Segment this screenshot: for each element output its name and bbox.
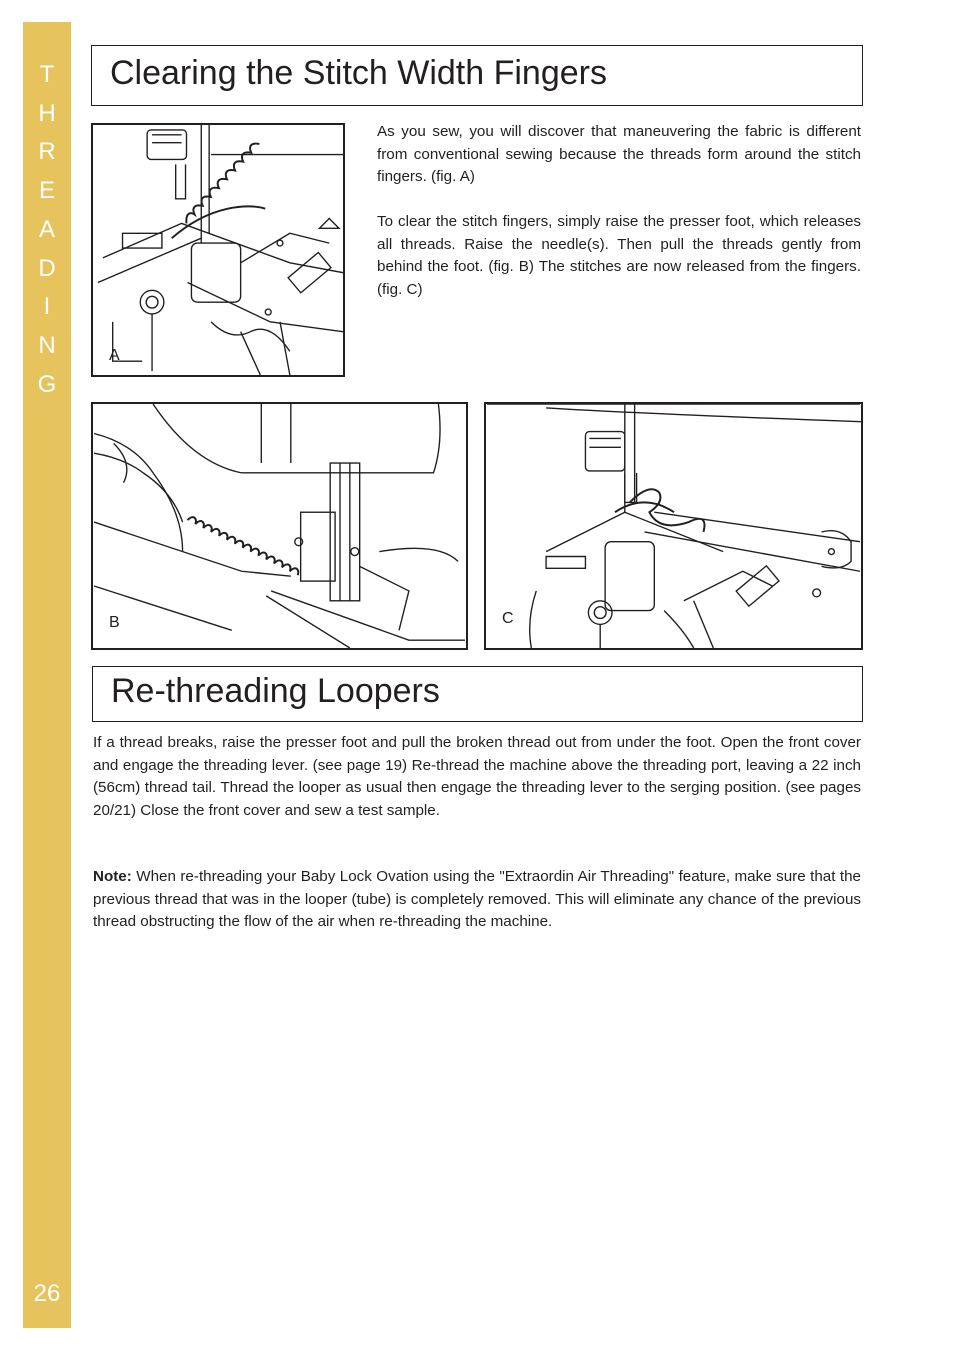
section-title: Re-threading Loopers <box>111 672 440 710</box>
figure-b-illustration <box>91 402 468 650</box>
paragraph-clear-stitch-fingers: To clear the stitch fingers, simply raise the presser foot, which releases all threads. Raise the needle(s). Then pull the threads gently from behind the foot. (fig. B) The stitches are now released from the fingers. (fig. C) <box>377 213 861 298</box>
sidebar-letter: D <box>38 254 56 282</box>
section-title-box <box>92 666 863 722</box>
note-label: Note: <box>93 868 132 885</box>
sidebar-letter: T <box>39 61 55 88</box>
section-title-box <box>91 45 863 106</box>
sidebar-letter: A <box>38 215 55 243</box>
paragraph-fabric-maneuvering: As you sew, you will discover that maneuvering the fabric is different from conventional sewing because the threads form around the stitch fingers. (fig. A) <box>377 123 861 186</box>
serger-stitch-fingers-drawing <box>93 125 343 375</box>
figure-a-illustration <box>91 123 345 377</box>
figure-c-label: C <box>502 610 514 627</box>
figure-b-label: B <box>109 614 120 631</box>
page-number: 26 <box>33 1280 61 1307</box>
figure-c-illustration <box>484 402 863 650</box>
note-text: When re-threading your Baby Lock Ovation using the "Extraordin Air Threading" feature, make sure that the previous thread that was in the looper (tube) is completely removed. This will eliminate any chance of the previous thread obstructing the flow of the air when re-threading the machine. <box>93 868 861 931</box>
section-title: Clearing the Stitch Width Fingers <box>110 54 607 92</box>
sidebar-letter: E <box>38 177 55 205</box>
sidebar-letter: H <box>38 99 56 127</box>
released-stitches-drawing <box>486 404 861 648</box>
sidebar-letter: R <box>38 138 56 166</box>
sidebar-vertical-title <box>23 56 71 404</box>
pulling-threads-drawing <box>93 404 466 648</box>
sidebar-letter: I <box>43 293 51 321</box>
figure-a-label: A <box>109 347 120 364</box>
note-paragraph <box>93 866 861 934</box>
paragraph-rethreading-instructions: If a thread breaks, raise the presser foot and pull the broken thread out from under the foot. Open the front cover and engage the threading lever. (see page 19) Re-thread the machine above the threading port, leaving a 22 inch (56cm) thread tail. Thread the looper as usual then engage the threading lever to the serging position. (see pages 20/21) Close the front cover and sew a test sample. <box>93 734 861 819</box>
sidebar-letter: N <box>38 331 56 359</box>
sidebar-letter: G <box>37 370 57 398</box>
section-sidebar-tab <box>23 22 71 1328</box>
